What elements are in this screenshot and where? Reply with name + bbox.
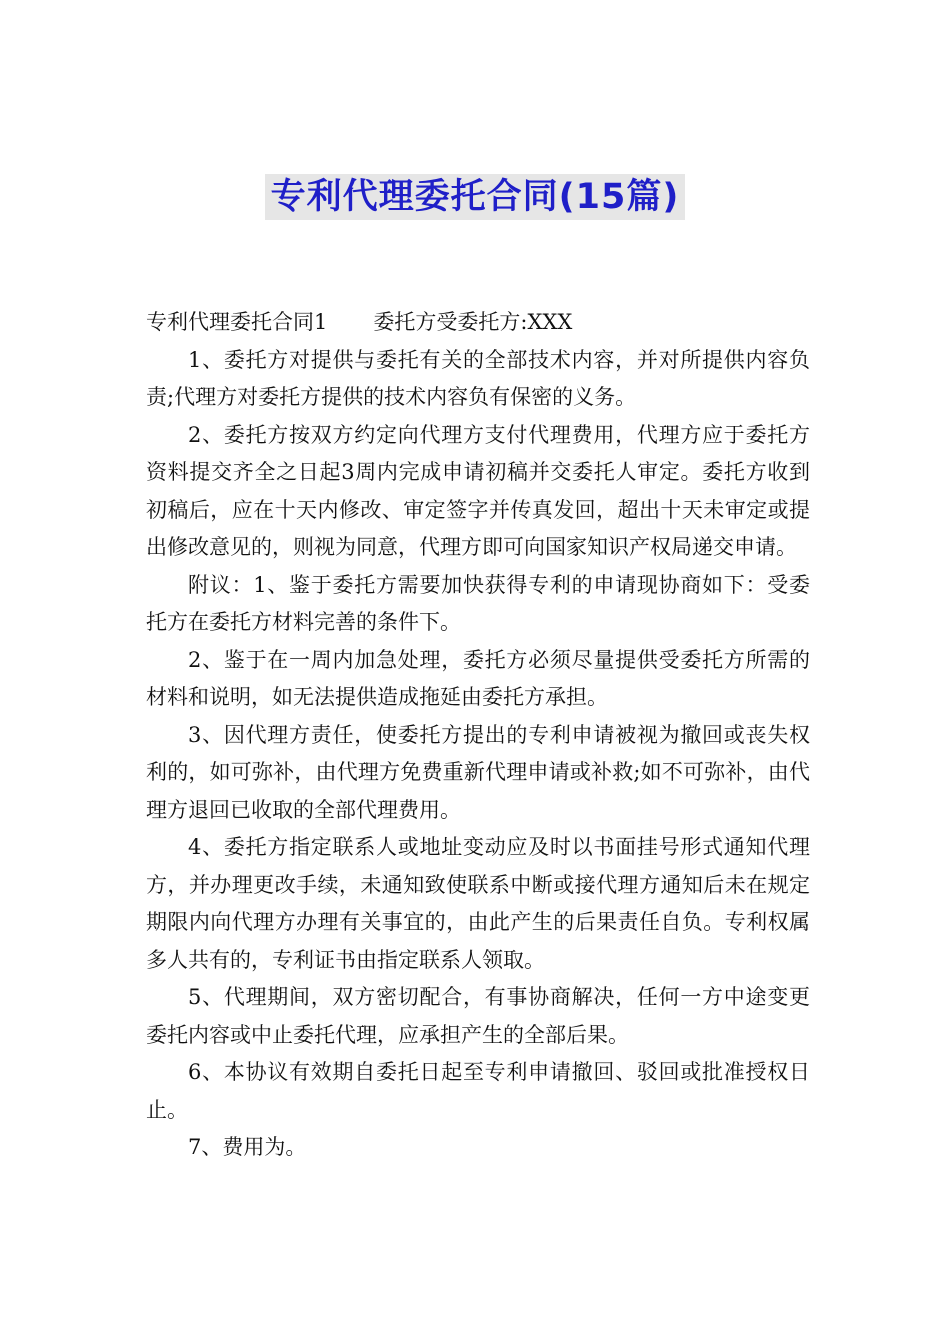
contract-heading: 专利代理委托合同1 bbox=[146, 310, 328, 334]
contract-parties: 委托方受委托方:XXX bbox=[373, 310, 573, 334]
clause-6: 6、本协议有效期自委托日起至专利申请撤回、驳回或批准授权日止。 bbox=[146, 1060, 810, 1122]
clause-2: 2、委托方按双方约定向代理方支付代理费用，代理方应于委托方资料提交齐全之日起3周内完成申请初稿并交委托人审定。委托方收到初稿后，应在十天内修改、审定签字并传真发回，超出十天未审定或提出修改意见的，则视为同意，代理方即可向国家知识产权局递交申请。 bbox=[146, 422, 810, 559]
clause-1: 1、委托方对提供与委托有关的全部技术内容，并对所提供内容负责;代理方对委托方提供的技术内容负有保密的义务。 bbox=[146, 347, 810, 409]
addendum-1: 附议：1、鉴于委托方需要加快获得专利的申请现协商如下：受委托方在委托方材料完善的条件下。 bbox=[146, 572, 810, 634]
clause-4: 4、委托方指定联系人或地址变动应及时以书面挂号形式通知代理方，并办理更改手续，未通知致使联系中断或接代理方通知后未在规定期限内向代理方办理有关事宜的，由此产生的后果责任自负。专利权属多人共有的，专利证书由指定联系人领取。 bbox=[146, 835, 810, 972]
clause-5: 5、代理期间，双方密切配合，有事协商解决，任何一方中途变更委托内容或中止委托代理，应承担产生的全部后果。 bbox=[146, 985, 810, 1047]
document-body bbox=[146, 304, 810, 1167]
clause-3: 3、因代理方责任，使委托方提出的专利申请被视为撤回或丧失权利的，如可弥补，由代理方免费重新代理申请或补救;如不可弥补，由代理方退回已收取的全部代理费用。 bbox=[146, 722, 810, 822]
title-container bbox=[0, 174, 950, 220]
clause-7: 7、费用为。 bbox=[188, 1135, 307, 1159]
document-title: 专利代理委托合同(15篇) bbox=[265, 174, 686, 220]
addendum-2: 2、鉴于在一周内加急处理，委托方必须尽量提供受委托方所需的材料和说明，如无法提供造成拖延由委托方承担。 bbox=[146, 647, 810, 709]
contract-heading-line bbox=[146, 304, 810, 342]
